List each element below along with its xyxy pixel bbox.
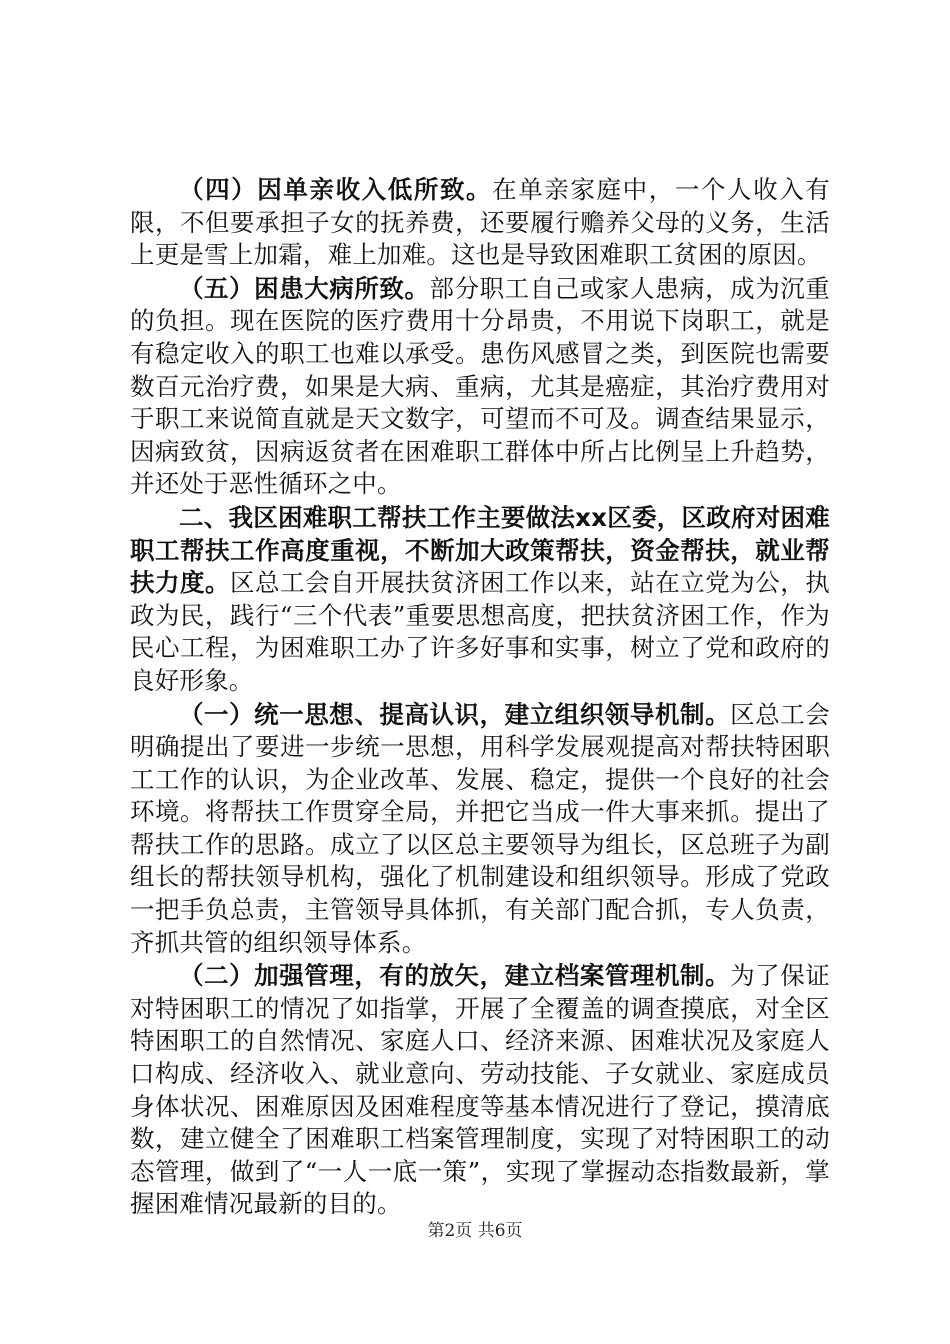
paragraph-text: 部分职工自己或家人患病，成为沉重的负担。现在医院的医疗费用十分昂贵，不用说下岗职工，就是有稳定收入的职工也难以承受。患伤风感冒之类，到医院也需要数百元治疗费，如果是大病、重病，尤其是癌症，其治疗费用对于职工来说简直就是天文数字，可望而不可及。调查结果显示，因病致贫，因病返贫者在困难职工群体中所占比例呈上升趋势，并还处于恶性循环之中。 <box>130 273 831 499</box>
paragraph-heading: （一）统一思想、提高认识，建立组织领导机制。 <box>179 699 731 729</box>
paragraph-main-practices <box>130 502 830 698</box>
paragraph-heading: （二）加强管理，有的放矢，建立档案管理机制。 <box>179 961 731 991</box>
document-body <box>130 174 830 1221</box>
paragraph-text: 在单亲家庭中，一个人收入有限，不但要承担子女的抚养费，还要履行赡养父母的义务，生活上更是雪上加霜，难上加难。这也是导致困难职工贫困的原因。 <box>130 175 830 270</box>
paragraph-heading: （五）困患大病所致。 <box>179 273 430 303</box>
page-number-footer: 第2页 共6页 <box>427 1221 523 1241</box>
paragraph-single-parent <box>130 174 830 272</box>
paragraph-leadership-mechanism <box>130 699 830 960</box>
paragraph-text: 为了保证对特困职工的情况了如指掌，开展了全覆盖的调查摸底，对全区特困职工的自然情况、家庭人口、经济来源、困难状况及家庭人口构成、经济收入、就业意向、劳动技能、子女就业、家庭成员身体状况、困难原因及困难程度等基本情况进行了登记，摸清底数，建立健全了困难职工档案管理制度，实现了对特困职工的动态管理，做到了“一人一底一策”，实现了掌握动态指数最新，掌握困难情况最新的目的。 <box>130 961 830 1219</box>
paragraph-text: 区总工会自开展扶贫济困工作以来，站在立党为公，执政为民，践行“三个代表”重要思想高度，把扶贫济困工作，作为民心工程，为困难职工办了许多好事和实事，树立了党和政府的良好形象。 <box>130 568 830 695</box>
paragraph-serious-illness <box>130 273 830 501</box>
paragraph-archive-mechanism <box>130 960 830 1221</box>
paragraph-heading: （四）因单亲收入低所致。 <box>179 175 493 204</box>
paragraph-heading: 二、我区困难职工帮扶工作主要做法xx区委，区政府对困难职工帮扶工作高度重视，不断加大政策帮扶，资金帮扶，就业帮扶力度。 <box>130 502 830 598</box>
paragraph-text: 区总工会明确提出了要进一步统一思想，用科学发展观提高对帮扶特困职工工作的认识，为企业改革、发展、稳定，提供一个良好的社会环境。将帮扶工作贯穿全局，并把它当成一件大事来抓。提出了帮扶工作的思路。成立了以区总主要领导为组长，区总班子为副组长的帮扶领导机构，强化了机制建设和组织领导。形成了党政一把手负总责，主管领导具体抓，有关部门配合抓，专人负责，齐抓共管的组织领导体系。 <box>130 699 830 957</box>
